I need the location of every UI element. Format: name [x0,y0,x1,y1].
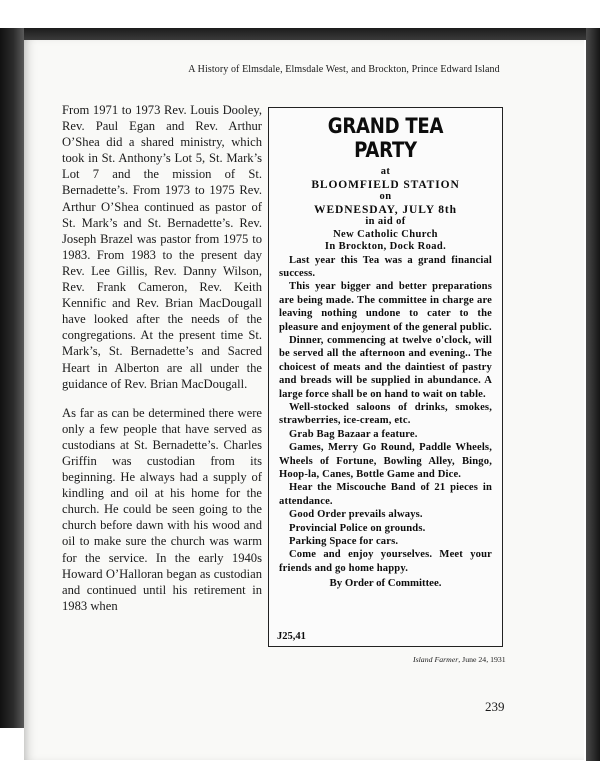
book-page [24,40,584,760]
clipping-station: BLOOMFIELD STATION [311,178,460,191]
clipping-paragraph: Good Order prevails always. [289,509,423,521]
clipping-caption [413,655,506,664]
caption-publication: Island Farmer [413,655,459,664]
page-number: 239 [485,699,505,714]
clipping-church: New Catholic Church [333,228,438,240]
clipping-paragraph: Hear the Miscouche Band of 21 pieces in attendance. [279,482,492,507]
clipping-in-aid: in aid of [365,216,406,227]
body-text-column [62,102,262,627]
newspaper-clipping [268,107,503,647]
clipping-paragraph: Dinner, commencing at twelve o'clock, will be served all the afternoon and evening.. The choicest of meats and the daintiest of pastry and breads will be supplied in abundance. A large force shall be on hand to wait on table. [279,334,492,400]
running-head: A History of Elmsdale, Elmsdale West, and Brockton, Prince Edward Island [188,64,500,75]
body-paragraph: From 1971 to 1973 Rev. Louis Dooley, Rev. Paul Egan and Rev. Arthur O’Shea did a shared ministry, which took in St. Anthony’s Lot 5, St. Mark’s Lot 7 and the mission of St. Bernadette’s. From 1973 to 1975 Rev. Arthur O’Shea continued as pastor of St. Mark’s and St. Bernadette’s. Rev. Joseph Brazel was pastor from 1975 to 1983. From 1983 to the present day Rev. Lee Gillis, Rev. Danny Wilson, Rev. Frank Cameron, Rev. Keith Kennific and Rev. Brian MacDougall have looked after the needs of the congregations. At the present time St. Mark’s, St. Bernadette’s and Sacred Heart in Alberton are all under the guidance of Rev. Brian MacDougall. [62,103,262,391]
clipping-headline: GRAND TEA PARTY [327,114,444,162]
clipping-paragraph: Come and enjoy yourselves. Meet your friends and go home happy. [279,549,492,574]
caption-date: , June 24, 1931 [458,655,506,664]
body-paragraph: As far as can be determined there were only a few people that have served as custodians at St. Bernadette’s. Charles Griffin was custodian from its beginning. He always had a supply of kindling and oil at his home for the church. He could be seen going to the church before dawn with his wood and oil to make sure the church was warm for the service. In the early 1940s Howard O’Halloran began as custodian and continued until his retirement in 1983 when [62,405,262,613]
clipping-code: J25,41 [277,631,306,642]
book-binding-top [0,28,600,40]
clipping-place: In Brockton, Dock Road. [324,241,447,252]
clipping-paragraph: Parking Space for cars. [289,536,399,548]
clipping-at: at [380,166,391,177]
clipping-paragraph: Grab Bag Bazaar a feature. [289,428,418,440]
clipping-paragraph: Provincial Police on grounds. [289,522,426,534]
book-binding-right [586,28,600,761]
clipping-paragraph: Last year this Tea was a grand financial success. [279,254,492,279]
clipping-on: on [379,191,392,202]
clipping-date: WEDNESDAY, JULY 8th [314,203,457,216]
clipping-paragraph: Games, Merry Go Round, Paddle Wheels, Wheels of Fortune, Bowling Alley, Bingo, Hoop-la, Canes, Bottle Game and Dice. [279,442,492,480]
clipping-paragraph: This year bigger and better preparations are being made. The committee in charge are leaving nothing undone to cater to the pleasure and enjoyment of the general public. [279,281,492,333]
clipping-paragraph: Well-stocked saloons of drinks, smokes, strawberries, ice-cream, etc. [279,401,492,427]
book-binding-left [0,28,24,728]
clipping-signoff: By Order of Committee. [329,577,442,590]
